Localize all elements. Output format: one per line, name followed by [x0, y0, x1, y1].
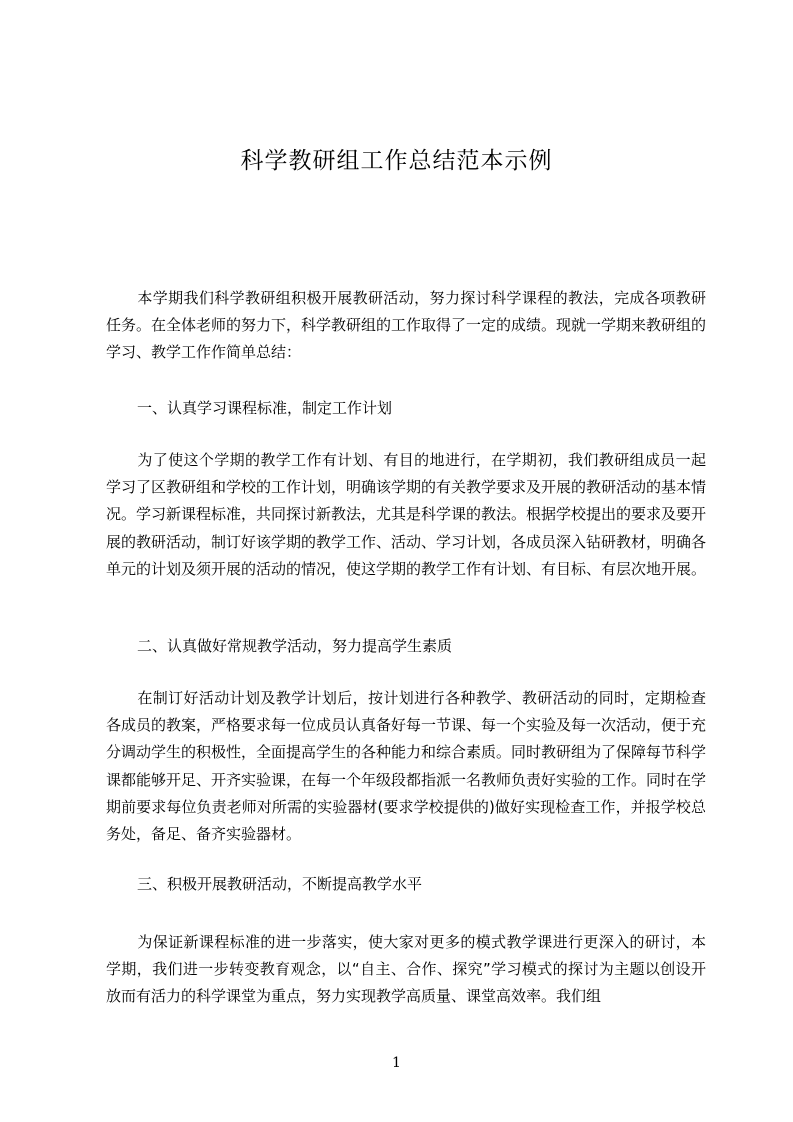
section-1-text: 为了使这个学期的教学工作有计划、有目的地进行，在学期初，我们教研组成员一起学习了区教研组和学校的工作计划，明确该学期的有关教学要求及开展的教研活动的基本情况。学习新课程标准，共同探讨新教法，尤其是科学课的教法。根据学校提出的要求及要开展的教研活动，制订好该学期的教学工作、活动、学习计划，各成员深入钻研教材，明确各单元的计划及须开展的活动的情况，使这学期的教学工作有计划、有目标、有层次地开展。 [106, 451, 707, 578]
section-2-heading: 二、认真做好常规教学活动，努力提高学生素质 [137, 637, 453, 655]
section-2-text: 在制订好活动计划及教学计划后，按计划进行各种教学、教研活动的同时，定期检查各成员的教案，严格要求每一位成员认真备好每一节课、每一个实验及每一次活动，便于充分调动学生的积极性，全面提高学生的各种能力和综合素质。同时教研组为了保障每节科学课都能够开足、开齐实验课，在每一个年级段都指派一名教师负责好实验的工作。同时在学期前要求每位负责老师对所需的实验器材(要求学校提供的)做好实现检查工作，并报学校总务处，备足、备齐实验器材。 [106, 689, 707, 844]
intro-text: 本学期我们科学教研组积极开展教研活动，努力探讨科学课程的教法，完成各项教研任务。在全体老师的努力下，科学教研组的工作取得了一定的成绩。现就一学期来教研组的学习、教学工作作简单总结： [106, 289, 707, 362]
section-3-text: 为保证新课程标准的进一步落实，使大家对更多的模式教学课进行更深入的研讨，本学期，我们进一步转变教育观念，以“自主、合作、探究”学习模式的探讨为主题以创设开放而有活力的科学课堂为重点，努力实现教学高质量、课堂高效率。我们组 [106, 933, 706, 1006]
intro-paragraph [106, 285, 706, 367]
section-3-paragraph [106, 929, 706, 1011]
section-2-paragraph [106, 685, 706, 848]
page-number: 1 [392, 1055, 401, 1071]
section-1-paragraph [106, 447, 706, 583]
document-title: 科学教研组工作总结范本示例 [240, 148, 553, 174]
section-3-heading: 三、积极开展教研活动，不断提高教学水平 [137, 875, 423, 893]
section-1-heading: 一、认真学习课程标准，制定工作计划 [137, 399, 393, 417]
